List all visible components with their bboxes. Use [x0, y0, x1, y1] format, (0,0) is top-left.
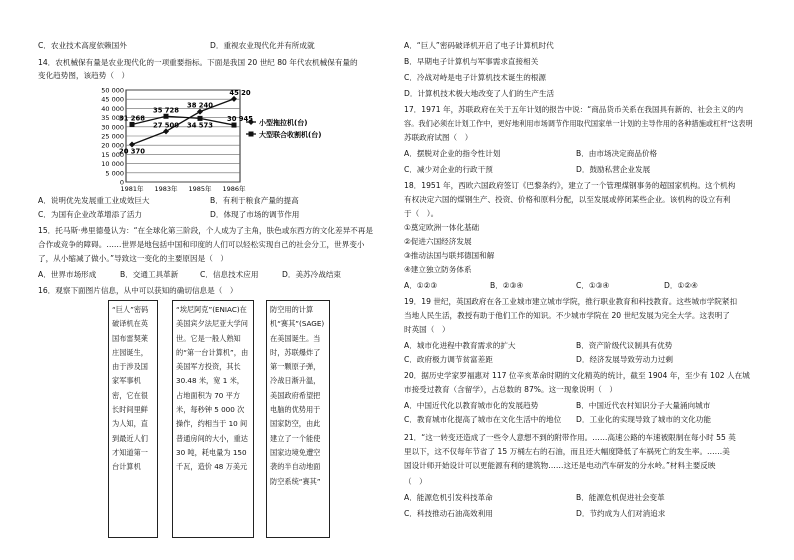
q21-stem-line1: 21．“这一转变还造成了一些令人意想不到的附带作用。……高速公路的车速被限制在每小时 55 英: [404, 433, 736, 442]
data-point: [130, 122, 135, 127]
q21-stem-line3: 国设计师开始设计可以更能源有利的建筑物……这还是电动汽车研发的分水岭。”材料主要反映: [404, 461, 716, 470]
q20-stem-line2: 市接受过教育（含留学），占总数的 87%。这一现象说明（ ）: [404, 385, 617, 394]
q20-stem-line1: 20．据历史学家罗福惠对 117 位辛亥革命时期的文化精英的统计，截至 1904 年，至少有 102 人在城: [404, 371, 750, 380]
data-label: 20 370: [118, 147, 146, 156]
q21-option-a: A．能源危机引发科技革命: [404, 493, 493, 502]
data-label: 35 728: [152, 106, 180, 115]
q17-option-b: B．由市场决定商品价格: [576, 149, 658, 158]
q18-option-b: B．②③④: [490, 281, 524, 290]
data-label: 45 20: [229, 88, 251, 97]
q19-stem-line2: 当地人民生活，教授有助于他们工作的知识。不少城市学院在 20 世纪发展为完全大学。这表明了: [404, 311, 730, 320]
q18-stem-line3: 于（ ）。: [404, 209, 439, 218]
y-tick-label: 30 000: [101, 123, 124, 132]
q16-option-c: C．冷战对峙是电子计算机技术诞生的根源: [404, 73, 546, 82]
q18-stem-line2: 有权决定六国的煤钢生产、投资、价格和原料分配，以至发展或停闭某些企业。该机构的设立有利: [404, 195, 731, 204]
q20-option-a: A．中国近代化以教育城市化的发展趋势: [404, 401, 539, 410]
x-tick-label: 1986年: [222, 185, 246, 193]
data-label: 31 268: [118, 114, 146, 123]
q15-stem-line1: 15．托马斯·弗里德曼认为：“在全球化第三阶段，个人成为了主角，肤色或东西方的文化差异不再是: [38, 226, 373, 235]
q18-stem-line1: 18．1951 年，西欧六国政府签订《巴黎条约》，建立了一个管理煤钢事务的超国家机构。这个机构: [404, 181, 736, 190]
q17-stem-line2: 容。我们必须在计划工作中，更好地利用市场调节作用取代国家单一计划的主导作用的各种措施或杠杆”这表明: [404, 119, 753, 128]
q19-stem-line3: 时英国（ ）: [404, 325, 450, 334]
y-tick-label: 15 000: [101, 150, 124, 159]
x-tick-label: 1983年: [154, 185, 178, 193]
q15-stem-line3: 了，从小缩减了做小。”导致这一变化的主要原因是（ ）: [38, 254, 228, 263]
q15-option-b: B．交通工具革新: [120, 270, 179, 279]
data-label: 27 500: [152, 121, 180, 130]
x-tick-label: 1985年: [188, 185, 212, 193]
q14-option-b: B．有利于粮食产量的提高: [210, 196, 299, 205]
q16-image-boxes: [108, 300, 323, 538]
q14-stem-line1: 14．农机械保有量是农业现代化的一项重要指标。下面是我国 20 世纪 80 年代农机械保有量的: [38, 58, 358, 67]
q16-option-d: D．计算机技术极大地改变了人们的生产生活: [404, 89, 555, 98]
legend-label: 小型拖拉机(台): [259, 119, 308, 127]
q18-item-2: ②促进六国经济发展: [404, 237, 472, 246]
q17-stem-line1: 17．1971 年，苏联政府在关于五年计划的报告中说：“商品货币关系在我国具有新的、社会主义的内: [404, 105, 744, 114]
q19-option-c: C．政府极力调节贫富差距: [404, 355, 493, 364]
x-tick-label: 1981年: [120, 185, 144, 193]
q19-option-b: B．资产阶级代议制具有优势: [576, 341, 673, 350]
data-point: [198, 116, 203, 121]
y-tick-label: 10 000: [101, 160, 124, 169]
q18-item-1: ①奠定欧洲一体化基础: [404, 223, 480, 232]
q17-stem-line3: 苏联政府试图（ ）: [404, 133, 473, 142]
y-tick-label: 20 000: [101, 141, 124, 150]
q15-option-a: A．世界市场形成: [38, 270, 97, 279]
prev-option-d: D．重视农业现代化并有所成就: [210, 41, 315, 50]
data-label: 34 573: [186, 121, 214, 130]
q18-option-c: C．①③④: [576, 281, 610, 290]
q17-option-a: A．摆脱对企业的指令性计划: [404, 149, 501, 158]
q15-option-d: D．美苏冷战结束: [282, 270, 342, 279]
legend-label: 大型联合收割机(台): [259, 131, 322, 139]
q21-stem-line2: 里以下，这不仅每年节省了 15 万桶左右的石油，而且还大幅度降低了车祸死亡的发生率。……美: [404, 447, 730, 456]
prev-option-c: C．农业技术高度依赖国外: [38, 41, 127, 50]
q21-option-d: D．节约成为人们对消追求: [576, 509, 666, 518]
q16-box-eniac: “埃尼阿克”(ENIAC)在美国宾夕法尼亚大学问世。它是一般人熟知的“第一台计算机”，由美国军方投资，其长 30.48 米，宽 1 米，占地面积为 70 平方米，每秒钟 5 000 次操作，约相当于 10 间普通房间的大小，重达 30 吨，耗电量为 150 千瓦，造价 48 万美元: [172, 300, 254, 538]
q16-option-b: B．早期电子计算机与军事需求直接相关: [404, 57, 539, 66]
q14-option-a: A．说明优先发展重工业成效巨大: [38, 196, 150, 205]
q14-line-chart: [90, 86, 330, 196]
chart-canvas: [90, 86, 350, 198]
q16-box-colossus: “巨人”密码破译机在英国布雷契莱庄园诞生，由于涉及国家军事机密，它在很长时间里鲜为人知，直到最近人们才知道第一台计算机: [108, 300, 158, 538]
q14-option-d: D．体现了市场的调节作用: [210, 210, 300, 219]
legend-marker: [249, 132, 254, 137]
q14-option-c: C．为国有企业改革增添了活力: [38, 210, 143, 219]
q19-stem-line1: 19．19 世纪，英国政府在各工业城市建立城市学院，推行职业教育和科技教育。这些城市学院紧扣: [404, 297, 738, 306]
q21-option-c: C．科技推动石油高效利用: [404, 509, 493, 518]
q20-option-d: D．工业化的实现导致了城市的文化功能: [576, 415, 711, 424]
y-tick-label: 45 000: [101, 95, 124, 104]
q19-option-a: A．城市化进程中教育需求的扩大: [404, 341, 516, 350]
q18-item-4: ④建立独立防务体系: [404, 265, 472, 274]
q16-box-sage: 防空用的计算机“赛其”(SAGE) 在美国诞生。当时，苏联爆炸了第一颗原子弹，冷战日渐升温，美国政府希望把电脑的优势用于国家防空，由此建立了一个能使国家边境免遭空袭的半自动地面防空系统“赛其”: [266, 300, 330, 538]
q18-option-d: D．①②④: [664, 281, 698, 290]
q16-option-a: A．“巨人”密码破译机开启了电子计算机时代: [404, 41, 554, 50]
q16-stem: 16．观察下面图片信息，从中可以获知的确切信息是（ ）: [38, 286, 238, 295]
q20-option-b: B．中国近代农村知识分子大量涌向城市: [576, 401, 711, 410]
q14-stem-line2: 变化趋势图，该趋势（ ）: [38, 71, 130, 80]
y-tick-label: 0: [119, 178, 124, 187]
q17-option-c: C．减少对企业的行政干预: [404, 165, 493, 174]
q15-stem-line2: 合作或竞争的障碍。……世界是地包括中国和印度的人们可以轻松实现自己的社会分工，世界变小: [38, 240, 365, 249]
data-point: [164, 114, 169, 119]
q17-option-d: D．鼓励私营企业发展: [576, 165, 651, 174]
q15-option-c: C．信息技术应用: [200, 270, 259, 279]
y-tick-label: 35 000: [101, 114, 124, 123]
q20-option-c: C．教育城市化提高了城市在文化生活中的地位: [404, 415, 562, 424]
y-tick-label: 5 000: [105, 169, 124, 178]
q18-option-a: A．①②③: [404, 281, 438, 290]
q18-item-3: ③推动法国与联邦德国和解: [404, 251, 495, 260]
data-label: 38 240: [186, 101, 214, 110]
y-tick-label: 50 000: [101, 86, 124, 95]
data-point: [232, 123, 237, 128]
data-label: 30 945: [226, 115, 254, 124]
q21-stem-line4: （ ）: [404, 477, 427, 486]
y-tick-label: 25 000: [101, 132, 124, 141]
q19-option-d: D．经济发展导致劳动力过剩: [576, 355, 673, 364]
y-tick-label: 40 000: [101, 104, 124, 113]
q21-option-b: B．能源危机促进社会变革: [576, 493, 665, 502]
